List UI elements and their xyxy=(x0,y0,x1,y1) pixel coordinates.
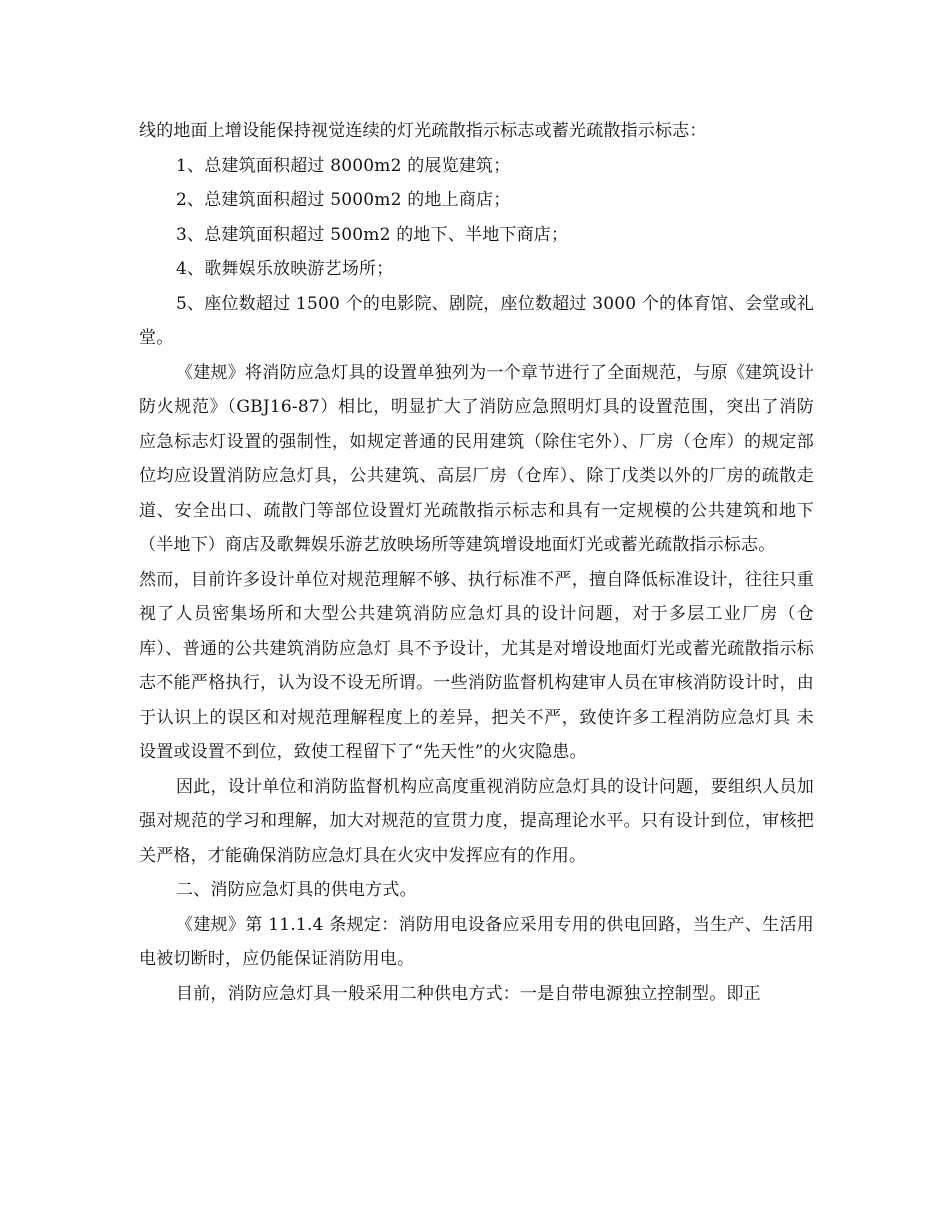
paragraph-design-problems: 然而，目前许多设计单位对规范理解不够、执行标准不严，擅自降低标准设计，往往只重视了人员密集场所和大型公共建筑消防应急灯具的设计问题，对于多层工业厂房（仓库）、普通的公共建筑消防应急灯 具不予设计，尤其是对增设地面灯光或蓄光疏散指示标志不能严格执行，认为设不设无所谓。一些消防监督机构建审人员在审核消防设计时，由于认识上的误区和对规范理解程度上的差异，把关不严，致使许多工程消防应急灯具 未设置或设置不到位，致使工程留下了“先天性”的火灾隐患。 xyxy=(139,569,814,762)
paragraph-recommendation: 因此，设计单位和消防监督机构应高度重视消防应急灯具的设计问题，要组织人员加强对规范的学习和理解，加大对规范的宣贯力度，提高理论水平。只有设计到位，审核把关严格，才能确保消防应急灯具在火灾中发挥应有的作用。 xyxy=(139,776,814,866)
list-item-theater-stadium: 5、座位数超过 1500 个的电影院、剧院，座位数超过 3000 个的体育馆、会堂或礼堂。 xyxy=(139,293,814,348)
document-body xyxy=(139,114,814,1011)
list-item-exhibition: 1、总建筑面积超过 8000m2 的展览建筑； xyxy=(176,155,511,176)
paragraph-code-summary: 《建规》将消防应急灯具的设置单独列为一个章节进行了全面规范，与原《建筑设计防火规范》（GBJ16-87）相比，明显扩大了消防应急照明灯具的设置范围，突出了消防应急标志灯设置的强制性，如规定普通的民用建筑（除住宅外）、厂房（仓库）的规定部位均应设置消防应急灯具，公共建筑、高层厂房（仓库）、除丁戊类以外的厂房的疏散走道、安全出口、疏散门等部位设置灯光疏散指示标志和具有一定规模的公共建筑和地下（半地下）商店及歌舞娱乐游艺放映场所等建筑增设地面灯光或蓄光疏散指示标志。 xyxy=(139,362,814,555)
paragraph-continuation: 线的地面上增设能保持视觉连续的灯光疏散指示标志或蓄光疏散指示标志： xyxy=(139,121,707,141)
paragraph-supply-methods: 目前，消防应急灯具一般采用二种供电方式：一是自带电源独立控制型。即正 xyxy=(176,983,761,1004)
paragraph-code-article: 《建规》第 11.1.4 条规定：消防用电设备应采用专用的供电回路，当生产、生活用电被切断时，应仍能保证消防用电。 xyxy=(139,914,814,969)
list-item-above-ground-store: 2、总建筑面积超过 5000m2 的地上商店； xyxy=(176,190,511,210)
section-heading-power-supply: 二、消防应急灯具的供电方式。 xyxy=(176,880,417,900)
list-item-underground-store: 3、总建筑面积超过 500m2 的地下、半地下商店； xyxy=(176,224,569,245)
list-item-entertainment-venue: 4、歌舞娱乐放映游艺场所； xyxy=(176,259,394,279)
